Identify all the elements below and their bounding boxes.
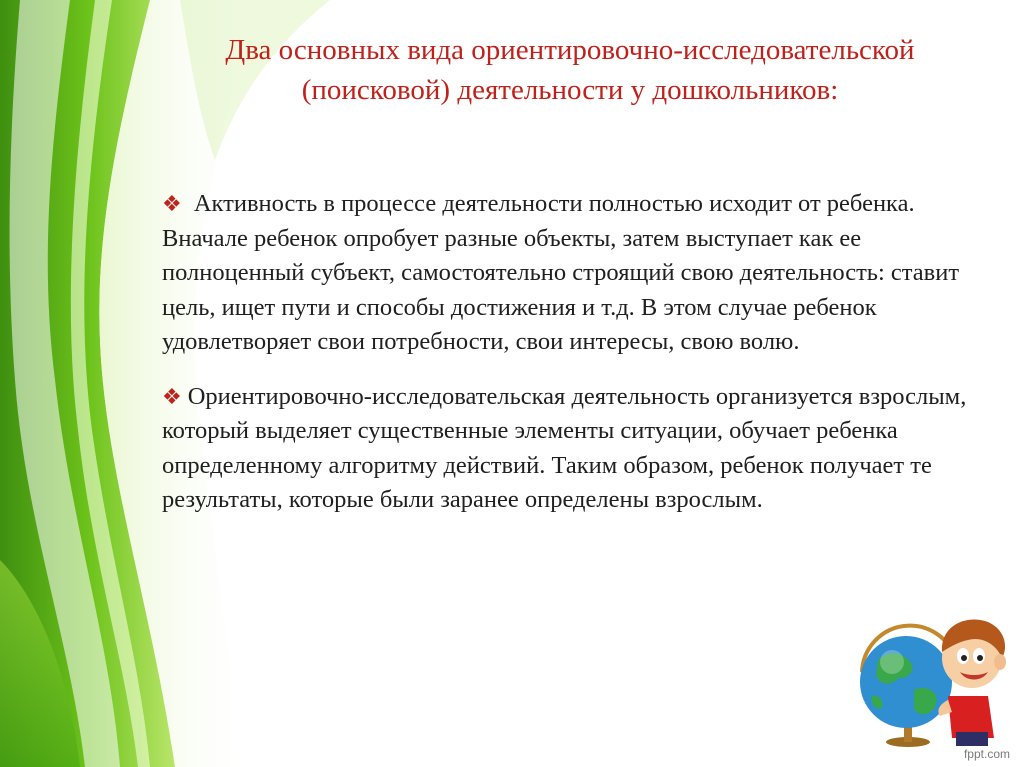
bullet-text: Активность в процессе деятельности полностью исходит от ребенка. Вначале ребенок опробует разные объекты, затем выступает как ее полноценный субъект, самостоятельно строящий свою деятельность: ставит цель, ищет пути и способы достижения и т.д. В этом случае ребенок удовлетворяет свои потребности, свои интересы, свою волю. xyxy=(162,190,960,355)
bullet-item xyxy=(162,187,972,360)
diamond-bullet-icon: ❖ xyxy=(162,191,182,216)
slide-title: Два основных вида ориентировочно-исследовательской (поисковой) деятельности у дошкольников: xyxy=(225,34,915,106)
watermark: fppt.com xyxy=(963,747,1010,761)
boy-with-globe-icon xyxy=(848,600,1018,750)
bullet-text: Ориентировочно-исследовательская деятельность организуется взрослым, который выделяет существенные элементы ситуации, обучает ребенка определенному алгоритму действий. Таким образом, ребенок получает те результаты, которые были заранее определены взрослым. xyxy=(162,382,967,513)
bullet-item xyxy=(162,380,972,518)
bullet-list xyxy=(162,187,972,538)
diamond-bullet-icon: ❖ xyxy=(162,383,182,409)
